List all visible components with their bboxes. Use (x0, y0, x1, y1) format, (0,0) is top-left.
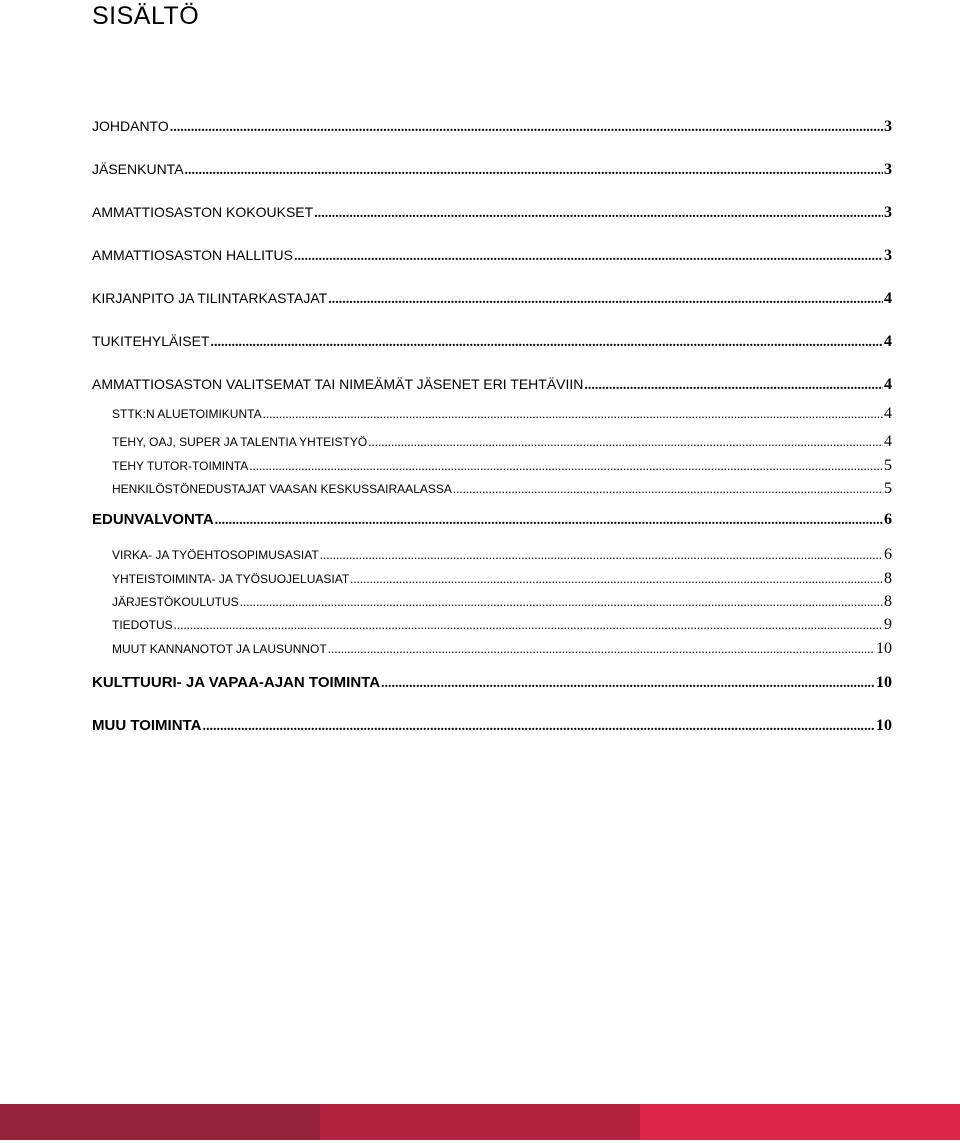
toc-entry-label: MUU TOIMINTA (92, 717, 202, 734)
toc-entry-label: JÄRJESTÖKOULUTUS (112, 595, 239, 609)
toc-page-number: 4 (884, 405, 892, 422)
toc-entry-label: JOHDANTO (92, 118, 169, 134)
toc-entry-label: YHTEISTOIMINTA- JA TYÖSUOJELUASIAT (112, 572, 350, 586)
toc-dot-leader (210, 333, 883, 353)
toc-entry[interactable] (92, 510, 892, 530)
toc-entry-label: AMMATTIOSASTON VALITSEMAT TAI NIMEÄMÄT JÄSENET ERI TEHTÄVIIN (92, 376, 584, 392)
footer-bar-dark-segment (0, 1104, 320, 1140)
toc-entry[interactable] (92, 374, 892, 394)
toc-dot-leader (249, 456, 883, 476)
toc-entry[interactable] (92, 288, 892, 308)
toc-dot-leader (174, 615, 883, 635)
toc-dot-leader (202, 717, 875, 737)
toc-dot-leader (294, 247, 883, 267)
toc-entry-label: KIRJANPITO JA TILINTARKASTAJAT (92, 290, 328, 306)
toc-page-number: 3 (884, 247, 892, 264)
toc-entry-label: AMMATTIOSASTON HALLITUS (92, 247, 293, 263)
toc-page-number: 4 (884, 433, 892, 450)
footer-bar-mid-segment (320, 1104, 640, 1140)
toc-entry[interactable] (92, 202, 892, 222)
toc-page-number: 4 (884, 290, 892, 307)
toc-entry-label: TEHY, OAJ, SUPER JA TALENTIA YHTEISTYÖ (112, 435, 368, 449)
toc-dot-leader (170, 118, 883, 138)
toc-entry[interactable] (92, 159, 892, 179)
toc-entry[interactable] (112, 404, 892, 424)
toc-dot-leader (381, 674, 875, 694)
toc-entry-label: STTK:N ALUETOIMIKUNTA (112, 407, 262, 421)
toc-dot-leader (263, 404, 883, 424)
toc-page-number: 8 (884, 570, 892, 587)
toc-dot-leader (350, 569, 883, 589)
toc-entry[interactable] (112, 479, 892, 499)
toc-page-number: 10 (876, 674, 892, 691)
toc-page-number: 10 (876, 640, 892, 657)
toc-entry[interactable] (112, 569, 892, 589)
toc-entry[interactable] (112, 456, 892, 476)
toc-dot-leader (215, 511, 883, 531)
toc-entry[interactable] (92, 331, 892, 351)
toc-page-number: 5 (884, 457, 892, 474)
toc-entry[interactable] (92, 673, 892, 693)
toc-entry-label: EDUNVALVONTA (92, 511, 214, 528)
toc-entry[interactable] (112, 545, 892, 565)
toc-entry-label: TEHY TUTOR-TOIMINTA (112, 459, 249, 473)
toc-entry[interactable] (92, 116, 892, 136)
toc-dot-leader (453, 479, 883, 499)
toc-page-number: 6 (884, 546, 892, 563)
toc-page-number: 10 (876, 717, 892, 734)
toc-dot-leader (584, 376, 883, 396)
toc-entry-label: AMMATTIOSASTON KOKOUKSET (92, 204, 314, 220)
toc-entry-label: TIEDOTUS (112, 618, 173, 632)
toc-dot-leader (328, 290, 883, 310)
toc-page-number: 9 (884, 616, 892, 633)
toc-page-number: 6 (884, 511, 892, 528)
toc-entry-label: VIRKA- JA TYÖEHTOSOPIMUSASIAT (112, 548, 319, 562)
toc-page-number: 5 (884, 480, 892, 497)
toc-entry[interactable] (112, 432, 892, 452)
toc-entry[interactable] (112, 615, 892, 635)
toc-page-number: 4 (884, 333, 892, 350)
toc-entry-label: MUUT KANNANOTOT JA LAUSUNNOT (112, 642, 327, 656)
toc-dot-leader (185, 161, 883, 181)
toc-entry[interactable] (92, 245, 892, 265)
toc-dot-leader (328, 639, 875, 659)
toc-dot-leader (314, 204, 883, 224)
toc-entry-label: HENKILÖSTÖNEDUSTAJAT VAASAN KESKUSSAIRAALASSA (112, 482, 452, 496)
page-title: SISÄLTÖ (92, 2, 200, 30)
toc-page-number: 4 (884, 376, 892, 393)
toc-dot-leader (368, 432, 883, 452)
toc-entry-label: JÄSENKUNTA (92, 161, 184, 177)
toc-entry[interactable] (92, 716, 892, 736)
toc-entry[interactable] (112, 592, 892, 612)
toc-entry-label: TUKITEHYLÄISET (92, 333, 210, 349)
toc-entry-label: KULTTUURI- JA VAPAA-AJAN TOIMINTA (92, 674, 381, 691)
toc-dot-leader (320, 545, 883, 565)
toc-page-number: 3 (884, 204, 892, 221)
footer-color-bar (0, 1104, 960, 1140)
toc-page-number: 8 (884, 593, 892, 610)
toc-page-number: 3 (884, 118, 892, 135)
footer-bar-bright-segment (640, 1104, 960, 1140)
toc-dot-leader (240, 592, 883, 612)
toc-entry[interactable] (112, 639, 892, 659)
toc-page-number: 3 (884, 161, 892, 178)
